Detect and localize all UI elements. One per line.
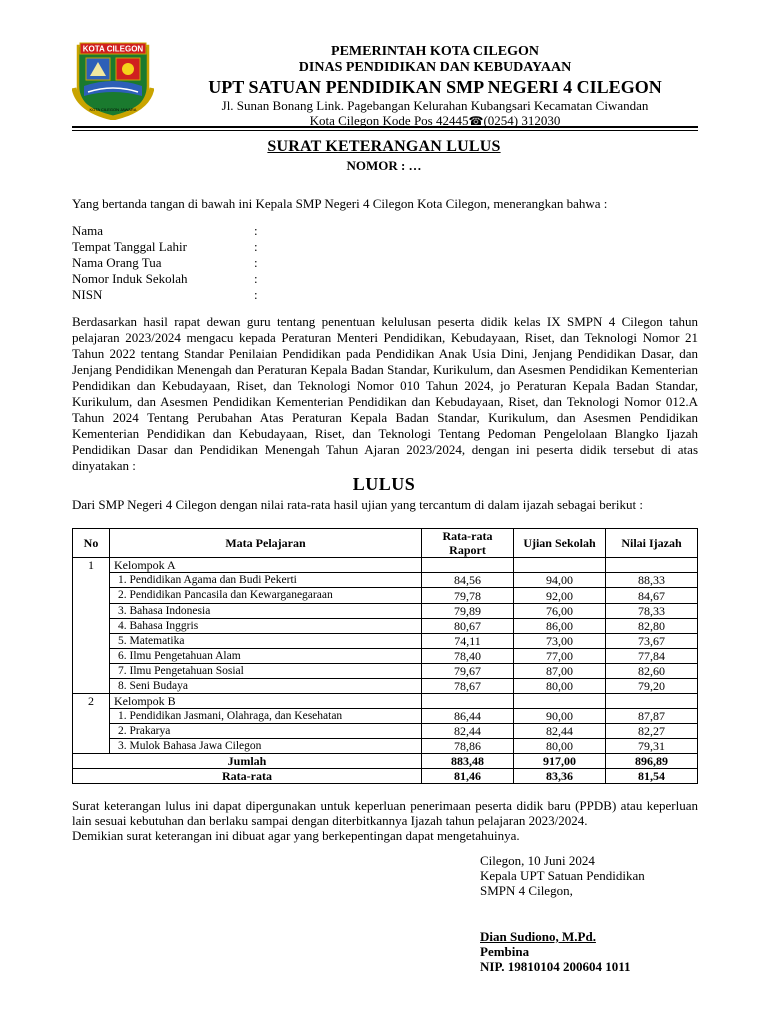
- signature-position: Kepala UPT Satuan Pendidikan: [480, 868, 645, 883]
- grades-lead-text: Dari SMP Negeri 4 Cilegon dengan nilai rata-rata hasil ujian yang tercantum di dalam ijazah sebagai berikut :: [72, 497, 643, 512]
- group-row: [73, 694, 698, 709]
- average-ijazah: 81,54: [606, 769, 698, 784]
- table-row: [73, 724, 698, 739]
- signer-name: Dian Sudiono, M.Pd.: [480, 929, 596, 944]
- telephone-icon: ☎: [468, 113, 484, 128]
- header-ujian: Ujian Sekolah: [514, 529, 606, 558]
- subject-name: 3. Bahasa Indonesia: [110, 604, 422, 619]
- ijazah-value: 88,33: [606, 573, 698, 588]
- identity-separator: :: [254, 287, 258, 302]
- ujian-value: 94,00: [514, 573, 606, 588]
- subject-name: 7. Ilmu Pengetahuan Sosial: [110, 664, 422, 679]
- total-label: Jumlah: [73, 754, 422, 769]
- raport-value: 79,78: [422, 588, 514, 604]
- ijazah-value: 77,84: [606, 649, 698, 664]
- intro-text: Yang bertanda tangan di bawah ini Kepala SMP Negeri 4 Cilegon Kota Cilegon, menerangkan bahwa :: [72, 196, 608, 211]
- table-row: [73, 709, 698, 724]
- group-label: Kelompok B: [110, 694, 422, 709]
- ujian-value: 86,00: [514, 619, 606, 634]
- subject-name: 5. Matematika: [110, 634, 422, 649]
- ijazah-value: 82,27: [606, 724, 698, 739]
- raport-value: 78,67: [422, 679, 514, 694]
- subject-name: 3. Mulok Bahasa Jawa Cilegon: [110, 739, 422, 754]
- table-row: [73, 664, 698, 679]
- group-number: 1: [73, 558, 110, 694]
- closing-text: [72, 798, 698, 843]
- ijazah-value: 84,67: [606, 588, 698, 604]
- group-number: 2: [73, 694, 110, 754]
- closing-paragraph-1: Surat keterangan lulus ini dapat dipergunakan untuk keperluan penerimaan peserta didik baru (PPDB) atau keperluan lain sesuai kebutuhan dan berlaku sampai dengan diterbitkannya Ijazah tahun pelajaran 2023/2024.: [72, 798, 698, 828]
- letterhead-postal: Kota Cilegon Kode Pos 42445: [309, 112, 469, 128]
- identity-separator: :: [254, 271, 258, 286]
- table-row: [73, 604, 698, 619]
- raport-value: 78,86: [422, 739, 514, 754]
- total-row: [73, 754, 698, 769]
- subject-name: 4. Bahasa Inggris: [110, 619, 422, 634]
- raport-value: 80,67: [422, 619, 514, 634]
- ijazah-value: 79,31: [606, 739, 698, 754]
- ijazah-value: 82,80: [606, 619, 698, 634]
- header-ijazah: Nilai Ijazah: [606, 529, 698, 558]
- identity-label: NISN: [72, 287, 103, 302]
- subject-name: 2. Prakarya: [110, 724, 422, 739]
- ujian-value: 82,44: [514, 724, 606, 739]
- raport-value: 84,56: [422, 573, 514, 588]
- subject-name: 1. Pendidikan Jasmani, Olahraga, dan Kesehatan: [110, 709, 422, 724]
- table-row: [73, 619, 698, 634]
- raport-value: 79,67: [422, 664, 514, 679]
- identity-row: [72, 287, 258, 303]
- ijazah-value: 79,20: [606, 679, 698, 694]
- subject-name: 1. Pendidikan Agama dan Budi Pekerti: [110, 573, 422, 588]
- letterhead-divider-thin: [72, 130, 698, 131]
- ujian-value: 90,00: [514, 709, 606, 724]
- logo-motto: KOTA CILEGON JAWARA: [89, 107, 137, 112]
- identity-row: [72, 223, 258, 239]
- table-header-row: [73, 529, 698, 558]
- raport-value: 74,11: [422, 634, 514, 649]
- table-row: [73, 588, 698, 604]
- closing-paragraph-2: Demikian surat keterangan ini dibuat agar yang berkepentingan dapat mengetahuinya.: [72, 828, 520, 843]
- letterhead: [175, 44, 695, 129]
- average-raport: 81,46: [422, 769, 514, 784]
- grades-table: [72, 528, 698, 784]
- average-ujian: 83,36: [514, 769, 606, 784]
- ujian-value: 87,00: [514, 664, 606, 679]
- ujian-value: 80,00: [514, 679, 606, 694]
- average-row: [73, 769, 698, 784]
- logo-label: KOTA CILEGON: [82, 44, 144, 54]
- letterhead-department: DINAS PENDIDIKAN DAN KEBUDAYAAN: [298, 60, 572, 76]
- city-emblem-logo: [72, 40, 154, 120]
- group-row: [73, 558, 698, 573]
- header-no: No: [73, 529, 110, 558]
- identity-label: Nama Orang Tua: [72, 255, 162, 270]
- ujian-value: 76,00: [514, 604, 606, 619]
- letterhead-government: PEMERINTAH KOTA CILEGON: [331, 44, 539, 59]
- ujian-value: 73,00: [514, 634, 606, 649]
- table-row: [73, 679, 698, 694]
- letterhead-school: UPT SATUAN PENDIDIKAN SMP NEGERI 4 CILEGON: [208, 77, 662, 98]
- identity-separator: :: [254, 255, 258, 270]
- ijazah-value: 78,33: [606, 604, 698, 619]
- header-raport: Rata-rata Raport: [422, 529, 514, 558]
- raport-value: 79,89: [422, 604, 514, 619]
- ijazah-value: 82,60: [606, 664, 698, 679]
- subject-name: 6. Ilmu Pengetahuan Alam: [110, 649, 422, 664]
- subject-name: 8. Seni Budaya: [110, 679, 422, 694]
- identity-fields: [72, 223, 258, 303]
- table-row: [73, 573, 698, 588]
- ujian-value: 92,00: [514, 588, 606, 604]
- header-subject: Mata Pelajaran: [110, 529, 422, 558]
- document-number: NOMOR : …: [346, 158, 422, 173]
- ijazah-value: 73,67: [606, 634, 698, 649]
- subject-name: 2. Pendidikan Pancasila dan Kewarganegaraan: [110, 588, 422, 604]
- letterhead-phone: (0254) 312030: [483, 112, 561, 128]
- signature-school: SMPN 4 Cilegon,: [480, 883, 573, 898]
- graduation-status: LULUS: [352, 474, 416, 494]
- total-ujian: 917,00: [514, 754, 606, 769]
- signer-rank: Pembina: [480, 944, 530, 959]
- identity-separator: :: [254, 239, 258, 254]
- identity-row: [72, 255, 258, 271]
- signer-nip: NIP. 19810104 200604 1011: [480, 959, 631, 974]
- identity-row: [72, 239, 258, 255]
- signature-block: [480, 853, 645, 974]
- identity-label: Nama: [72, 223, 104, 238]
- table-row: [73, 739, 698, 754]
- letterhead-address: Jl. Sunan Bonang Link. Pagebangan Kelurahan Kubangsari Kecamatan Ciwandan: [221, 97, 649, 113]
- raport-value: 78,40: [422, 649, 514, 664]
- group-label: Kelompok A: [110, 558, 422, 573]
- raport-value: 86,44: [422, 709, 514, 724]
- table-row: [73, 634, 698, 649]
- identity-row: [72, 271, 258, 287]
- total-ijazah: 896,89: [606, 754, 698, 769]
- document-title: SURAT KETERANGAN LULUS: [267, 138, 501, 155]
- signature-place-date: Cilegon, 10 Juni 2024: [480, 853, 595, 868]
- ujian-value: 80,00: [514, 739, 606, 754]
- identity-separator: :: [254, 223, 258, 238]
- letterhead-divider-thick: [72, 126, 698, 128]
- raport-value: 82,44: [422, 724, 514, 739]
- average-label: Rata-rata: [73, 769, 422, 784]
- ujian-value: 77,00: [514, 649, 606, 664]
- ijazah-value: 87,87: [606, 709, 698, 724]
- table-row: [73, 649, 698, 664]
- identity-label: Tempat Tanggal Lahir: [72, 239, 187, 254]
- decision-paragraph: Berdasarkan hasil rapat dewan guru tentang penentuan kelulusan peserta didik kelas IX SMPN 4 Cilegon tahun pelajaran 2023/2024 mengacu kepada Peraturan Menteri Pendidikan, Kebudayaan, Riset, dan Teknologi Nomor 21 Tahun 2022 tentang Standar Penilaian Pendidikan pada Pendidikan Anak Usia Dini, Jenjang Pendidikan Dasar, dan Jenjang Pendidikan Menengah dan Peraturan Kepala Badan Standar, Kurikulum, dan Asesmen Pendidikan Kementerian Pendidikan dan Kebudayaan, Riset, dan Teknologi Nomor 010 Tahun 2024, jo Peraturan Kepala Badan Standar, Kurikulum, dan Asesmen Pendidikan Kementerian Pendidikan dan Kebudayaan, Riset, dan Teknologi Nomor 012.A Tahun 2024 Tentang Perubahan Atas Peraturan Kepala Badan Standar, Kurikulum, dan Asesmen Pendidikan Kementerian Pendidikan dan Kebudayaan, Riset, dan Teknologi Tentang Pedoman Pengelolaan Blangko Ijazah Pendidikan Dasar dan Pendidikan Menengah Tahun Ajaran 2023/2024, dengan ini peserta didik tersebut di atas dinyatakan :: [72, 314, 698, 473]
- total-raport: 883,48: [422, 754, 514, 769]
- identity-label: Nomor Induk Sekolah: [72, 271, 188, 286]
